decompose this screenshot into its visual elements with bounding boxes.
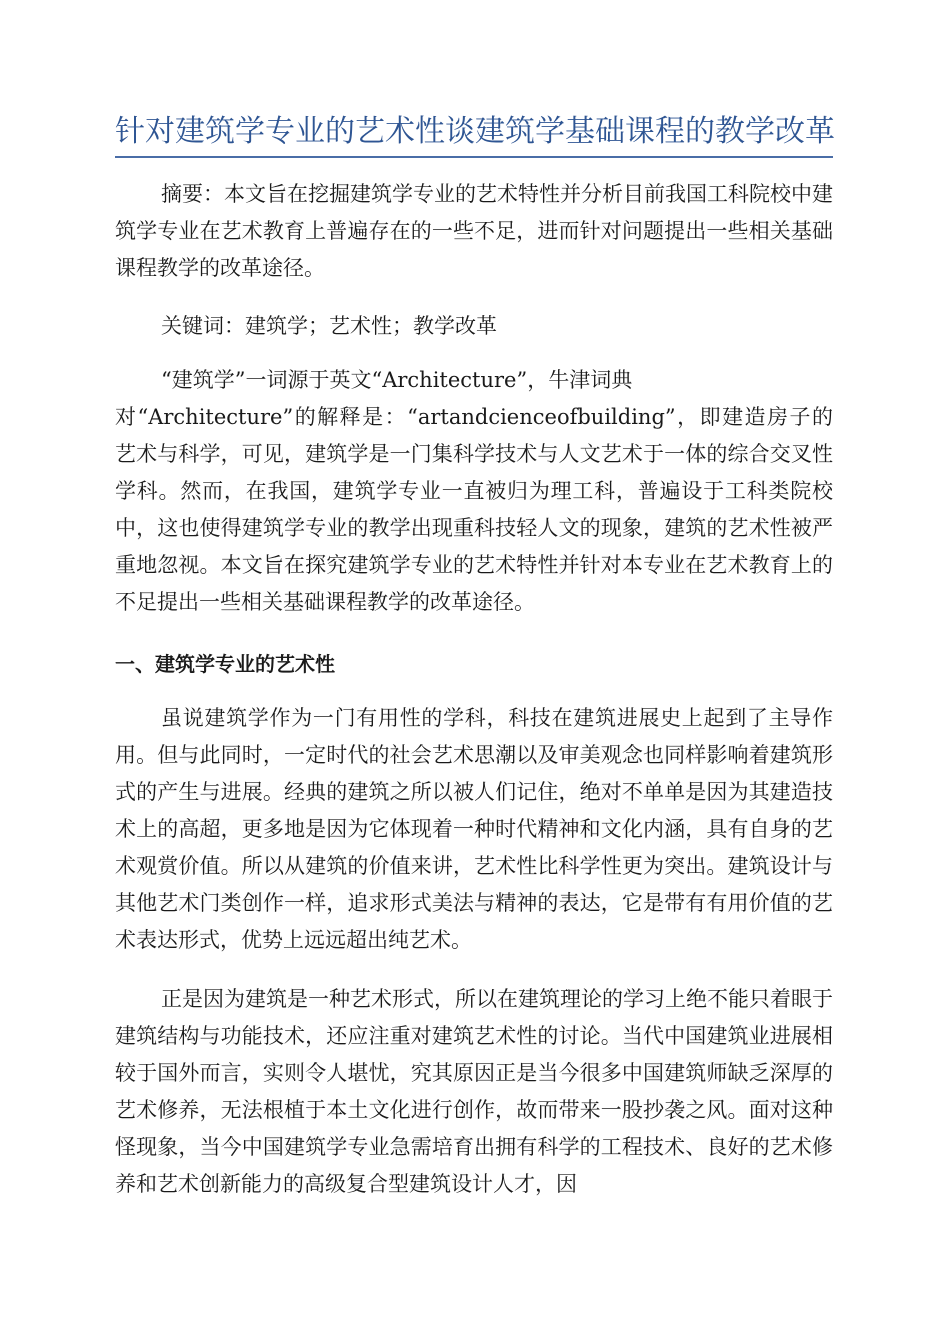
section1-paragraph-1: 虽说建筑学作为一门有用性的学科，科技在建筑进展史上起到了主导作用。但与此同时，一定时代的社会艺术思潮以及审美观念也同样影响着建筑形式的产生与进展。经典的建筑之所以被人们记住，绝对不单单是因为其建造技术上的高超，更多地是因为它体现着一种时代精神和文化内涵，具有自身的艺术观赏价值。所以从建筑的价值来讲，艺术性比科学性更为突出。建筑设计与其他艺术门类创作一样，追求形式美法与精神的表达，它是带有有用价值的艺术表达形式，优势上远远超出纯艺术。 bbox=[115, 706, 833, 952]
intro-paragraph: 对“Architecture”的解释是：“artandcienceofbuilding”，即建造房子的艺术与科学，可见，建筑学是一门集科学技术与人文艺术于一体的综合交叉性学科。然而，在我国，建筑学专业一直被归为理工科，普遍设于工科类院校中，这也使得建筑学专业的教学出现重科技轻人文的现象，建筑的艺术性被严重地忽视。本文旨在探究建筑学专业的艺术特性并针对本专业在艺术教育上的不足提出一些相关基础课程教学的改革途径。 bbox=[115, 405, 833, 614]
abstract-paragraph: 摘要：本文旨在挖掘建筑学专业的艺术特性并分析目前我国工科院校中建筑学专业在艺术教育上普遍存在的一些不足，进而针对问题提出一些相关基础课程教学的改革途径。 bbox=[115, 182, 833, 280]
document-title: 针对建筑学专业的艺术性谈建筑学基础课程的教学改革 bbox=[115, 114, 835, 149]
title-block bbox=[115, 112, 833, 158]
intro-first-line: “建筑学”一词源于英文“Architecture”，牛津词典 bbox=[161, 368, 633, 392]
section-heading-1: 一、建筑学专业的艺术性 bbox=[115, 652, 335, 676]
section1-paragraph-2: 正是因为建筑是一种艺术形式，所以在建筑理论的学习上绝不能只着眼于建筑结构与功能技术，还应注重对建筑艺术性的讨论。当代中国建筑业进展相较于国外而言，实则令人堪忧，究其原因正是当今很多中国建筑师缺乏深厚的艺术修养，无法根植于本土文化进行创作，故而带来一股抄袭之风。面对这种怪现象，当今中国建筑学专业急需培育出拥有科学的工程技术、良好的艺术修养和艺术创新能力的高级复合型建筑设计人才，因 bbox=[115, 987, 833, 1196]
keywords-line: 关键词：建筑学；艺术性；教学改革 bbox=[161, 314, 497, 338]
